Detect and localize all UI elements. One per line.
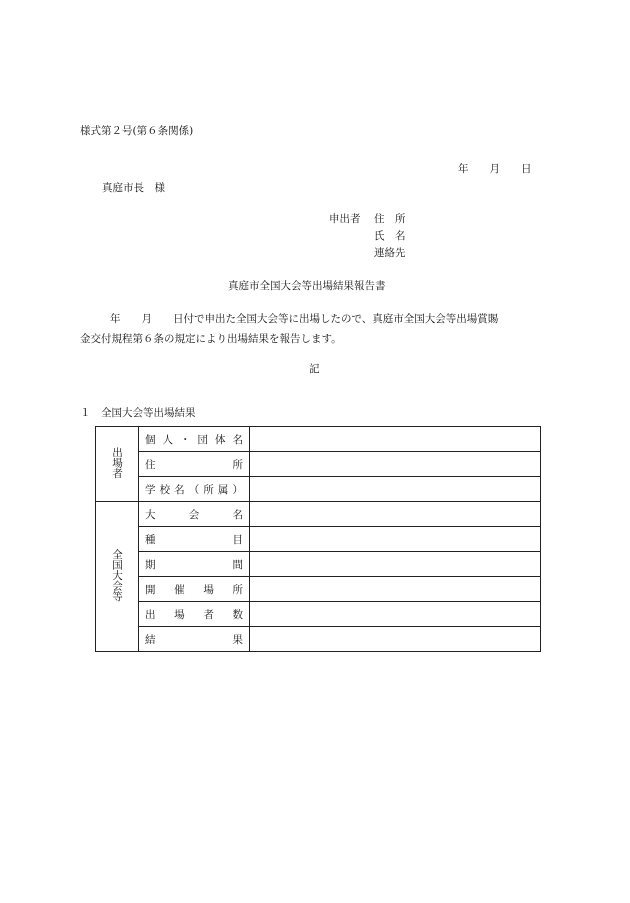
group-tournament: 全国大会等 [96,502,139,652]
document-title: 真庭市全国大会等出場結果報告書 [228,280,386,292]
table-row [96,452,541,477]
body-line-2: 金交付規程第６条の規定により出場結果を報告します。 [80,333,342,345]
table-row [96,577,541,602]
addressee: 真庭市長 様 [102,182,165,194]
table-row [96,502,541,527]
row-label: 個人・団体名 [139,427,250,452]
value-cell[interactable] [250,527,541,552]
table-row [96,477,541,502]
applicant-contact: 連絡先 [374,247,406,259]
applicant-label: 申出者 [329,213,361,225]
row-label: 大会名 [139,502,250,527]
row-label: 種目 [139,527,250,552]
applicant-address: 住 所 [374,213,406,225]
results-table [95,426,541,652]
table-row [96,427,541,452]
value-cell[interactable] [250,602,541,627]
date-line: 年 月 日 [458,163,532,175]
row-label: 開催場所 [139,577,250,602]
value-cell[interactable] [250,452,541,477]
value-cell[interactable] [250,552,541,577]
value-cell[interactable] [250,427,541,452]
body-paragraph [80,309,565,349]
row-label: 出場者数 [139,602,250,627]
value-cell[interactable] [250,577,541,602]
body-line-1: 年 月 日付で申出た全国大会等に出場したので、真庭市全国大会等出場賞賜 [110,313,499,325]
table-row [96,627,541,652]
table-row [96,527,541,552]
row-label: 学校名（所属） [139,477,250,502]
value-cell[interactable] [250,502,541,527]
group-participant: 出場者 [96,427,139,502]
value-cell[interactable] [250,477,541,502]
form-number: 様式第２号(第６条関係) [80,125,194,137]
table-row [96,552,541,577]
ki-label: 記 [309,363,320,375]
row-label: 結果 [139,627,250,652]
applicant-name: 氏 名 [374,230,406,242]
section-heading: １ 全国大会等出場結果 [80,407,196,419]
value-cell[interactable] [250,627,541,652]
row-label: 期間 [139,552,250,577]
table-row [96,602,541,627]
row-label: 住所 [139,452,250,477]
